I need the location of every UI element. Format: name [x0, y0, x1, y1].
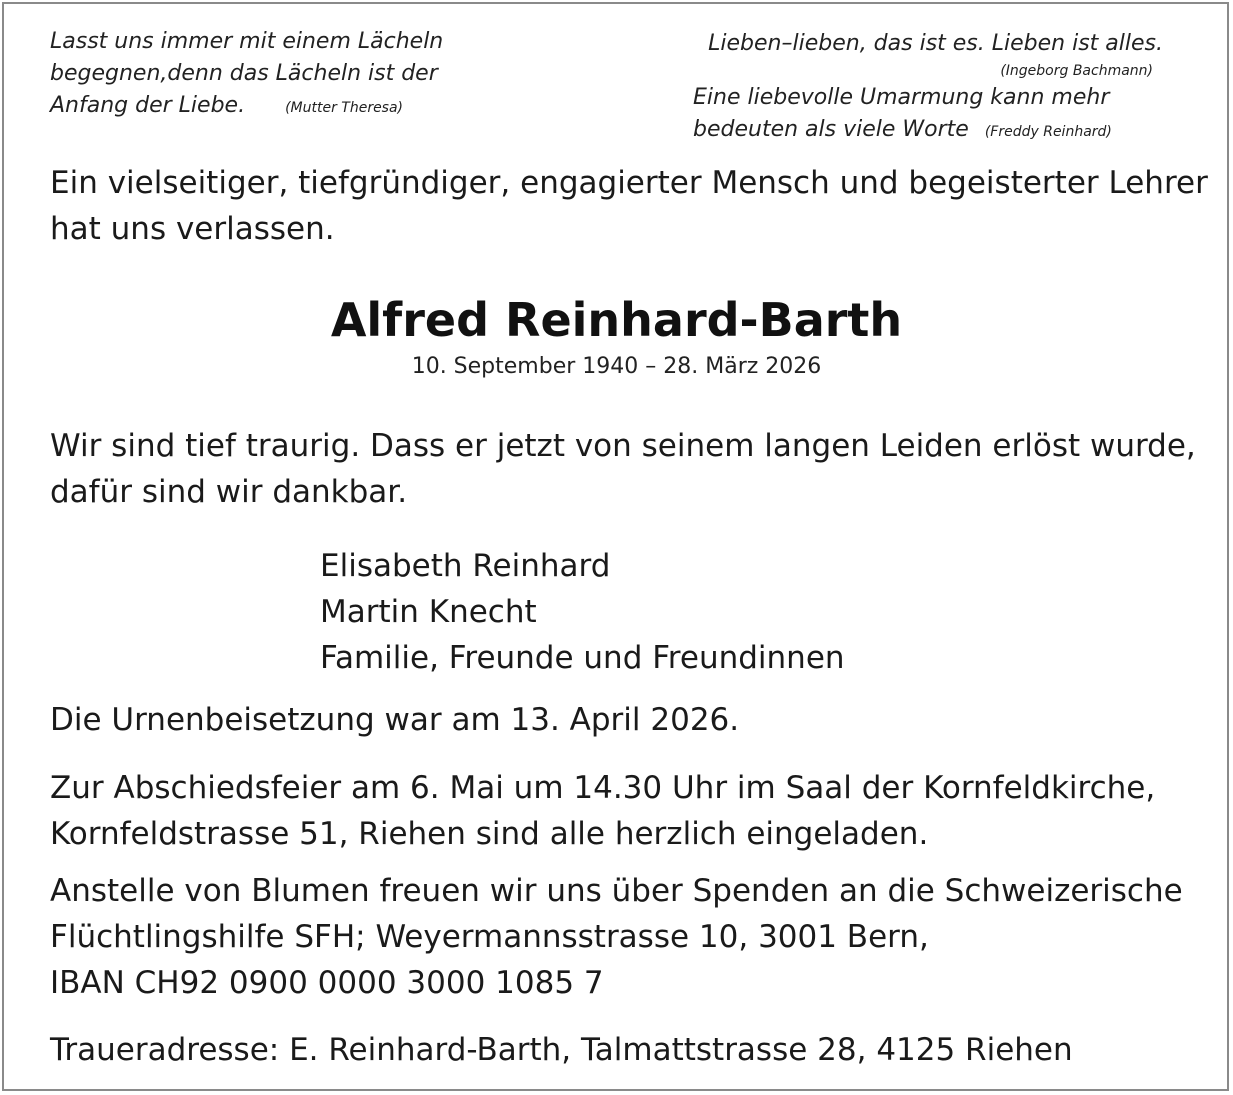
mourner-name: Elisabeth Reinhard [320, 548, 611, 584]
quote-right-2-line-last [693, 114, 1163, 148]
quote-left-line: Lasst uns immer mit einem Lächeln [50, 29, 444, 54]
mourning-address [50, 1027, 1190, 1073]
sentiment-line: dafür sind wir dankbar. [50, 474, 408, 510]
mourner-name: Martin Knecht [320, 594, 537, 630]
deceased-name: Alfred Reinhard-Barth [330, 293, 903, 347]
ceremony-line: Zur Abschiedsfeier am 6. Mai um 14.30 Uhr im Saal der Kornfeldkirche, [50, 770, 1156, 806]
ceremony-line: Kornfeldstrasse 51, Riehen sind alle herzlich eingeladen. [50, 816, 929, 852]
intro-line: hat uns verlassen. [50, 211, 335, 247]
quote-left-line-last [50, 90, 470, 124]
mourner-name: Familie, Freunde und Freundinnen [320, 640, 845, 676]
burial-line: Die Urnenbeisetzung war am 13. April 2026. [50, 702, 740, 738]
mourners-list [320, 543, 845, 681]
ceremony-notice [50, 765, 1190, 857]
quote-right-2-text: bedeuten als viele Worte [693, 117, 969, 142]
deceased-dates: 10. September 1940 – 28. März 2026 [411, 354, 822, 379]
quote-right-2-line: Eine liebevolle Umarmung kann mehr [693, 85, 1110, 110]
burial-notice [50, 697, 1190, 743]
donation-iban: IBAN CH92 0900 0000 3000 1085 7 [50, 965, 604, 1001]
intro-line: Ein vielseitiger, tiefgründiger, engagierter Mensch und begeisterter Lehrer [50, 165, 1208, 201]
donation-line: Flüchtlingshilfe SFH; Weyermannsstrasse 10, 3001 Bern, [50, 919, 929, 955]
quote-left-text: Anfang der Liebe. [50, 93, 246, 118]
donation-line: Anstelle von Blumen freuen wir uns über Spenden an die Schweizerische [50, 873, 1183, 909]
sentiment-line: Wir sind tief traurig. Dass er jetzt von seinem langen Leiden erlöst wurde, [50, 428, 1196, 464]
donation-notice [50, 868, 1190, 1006]
quote-right [693, 28, 1163, 148]
quote-right-2-author: (Freddy Reinhard) [984, 124, 1112, 140]
address-line: Traueradresse: E. Reinhard-Barth, Talmattstrasse 28, 4125 Riehen [50, 1032, 1073, 1068]
quote-left [50, 26, 470, 124]
sentiment-paragraph [50, 423, 1196, 515]
quote-left-author: (Mutter Theresa) [285, 100, 404, 116]
quote-right-1-text: Lieben–lieben, das ist es. Lieben ist alles. [708, 31, 1163, 56]
intro-paragraph [50, 160, 1208, 252]
quote-left-line: begegnen,denn das Lächeln ist der [50, 61, 438, 86]
quote-right-1-author: (Ingeborg Bachmann) [1000, 63, 1153, 79]
